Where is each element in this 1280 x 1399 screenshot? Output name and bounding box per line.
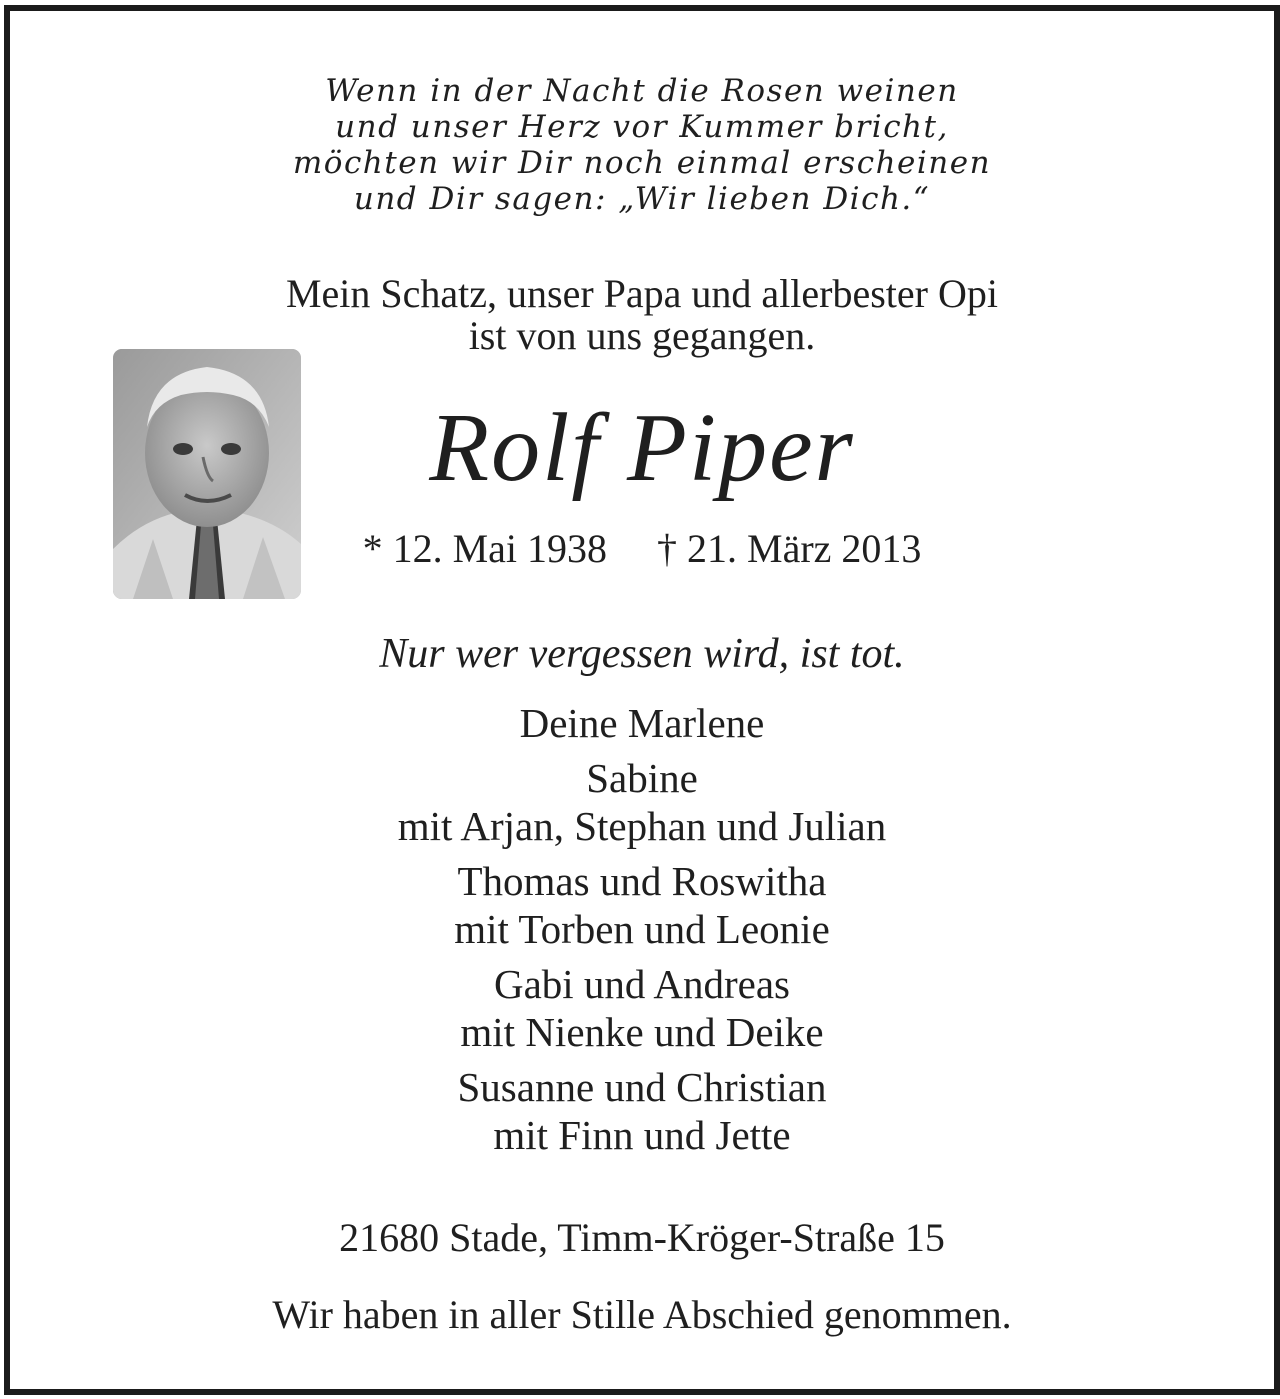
family-line: mit Torben und Leonie: [454, 906, 830, 952]
death-date: † 21. März 2013: [657, 526, 922, 571]
family-line: mit Arjan, Stephan und Julian: [397, 803, 887, 849]
family-group: [10, 699, 1274, 747]
family-group: [10, 960, 1274, 1056]
family-list: [10, 699, 1274, 1166]
poem: [10, 73, 1274, 217]
family-line: Sabine: [586, 755, 698, 801]
poem-line: und unser Herz vor Kummer bricht,: [335, 109, 949, 145]
poem-line: und Dir sagen: „Wir lieben Dich.“: [353, 181, 931, 217]
memorial-quote: Nur wer vergessen wird, ist tot.: [379, 631, 905, 677]
deceased-name: Rolf Piper: [429, 394, 855, 502]
birth-date: * 12. Mai 1938: [362, 526, 608, 571]
intro-line: ist von uns gegangen.: [468, 313, 816, 358]
address: 21680 Stade, Timm-Kröger-Straße 15: [339, 1215, 945, 1260]
obituary-frame: [4, 5, 1280, 1395]
family-line: Thomas und Roswitha: [457, 858, 827, 904]
intro-text: [10, 273, 1274, 357]
family-group: [10, 857, 1274, 953]
family-line: Susanne und Christian: [457, 1064, 827, 1110]
family-line: Deine Marlene: [519, 700, 765, 746]
intro-line: Mein Schatz, unser Papa und allerbester Opi: [285, 271, 998, 316]
family-group: [10, 754, 1274, 850]
poem-line: möchten wir Dir noch einmal erscheinen: [292, 145, 992, 181]
family-line: mit Nienke und Deike: [460, 1009, 824, 1055]
family-group: [10, 1063, 1274, 1159]
life-dates: [10, 523, 1274, 575]
poem-line: Wenn in der Nacht die Rosen weinen: [325, 73, 959, 109]
closing-note: Wir haben in aller Stille Abschied genommen.: [272, 1292, 1012, 1337]
family-line: Gabi und Andreas: [493, 961, 791, 1007]
family-line: mit Finn und Jette: [493, 1112, 791, 1158]
